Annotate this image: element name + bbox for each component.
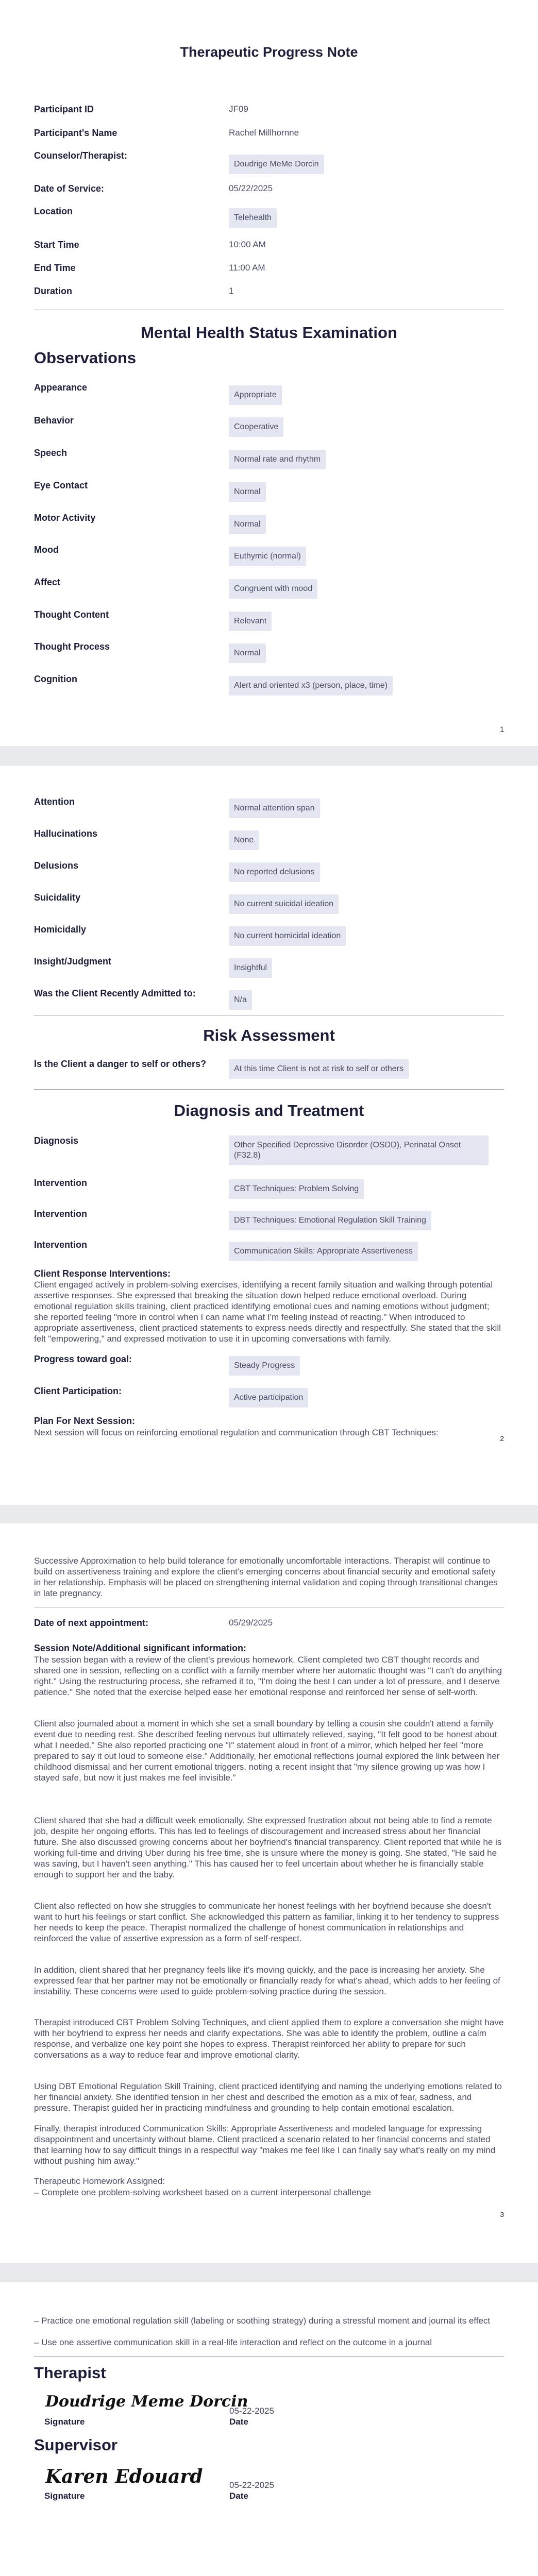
mse-label: Speech [34,448,68,458]
mse-label: Delusions [34,860,79,871]
location-label: Location [34,206,73,216]
duration-value: 1 [229,286,234,296]
progress-label: Progress toward goal: [34,1354,132,1364]
diagnosis-title: Diagnosis and Treatment [174,1101,364,1120]
mse-value: Relevant [229,612,272,631]
supervisor-signature-image: Karen Edouard [45,2466,203,2487]
date-of-service-label: Date of Service: [34,183,105,194]
mse-label: Eye Contact [34,480,88,490]
therapist-signature-label: Signature [44,2417,85,2427]
participant-id-label: Participant ID [34,104,94,114]
participant-name-label: Participant's Name [34,128,117,138]
start-time-value: 10:00 AM [229,240,266,249]
mse-value: Insightful [229,958,272,978]
session-note-paragraph: Client shared that she had a difficult week emotionally. She expressed frustration about not being able to find a remote job, despite her ongoing efforts. This has led to feelings of discouragement and increased stress about her financial future. She also discussed growing concerns about her boyfriend's financial transparency. Client reported that while he is working full-time and driving Uber during his free time, she is unsure where the money is going. She stated, "He said he was saving, but I haven't seen anything." This has caused her to feel uncertain about whether he is financially stable enough to support her and the baby. [34,1816,502,1879]
location-value: Telehealth [229,208,277,228]
session-note-paragraph: In addition, client shared that her pregnancy feels like it's moving quickly, and the pace is increasing her anxiety. She expressed fear that her partner may not be emotionally or financially ready for what's ahead, which adds to her feeling of instability. These concerns were used to guide problem-solving practice during the session. [34,1965,500,1996]
page-gap [0,746,538,766]
mse-value: Normal [229,515,266,534]
supervisor-date-value: 05-22-2025 [229,2480,274,2490]
therapist-signature-image: Doudrige Meme Dorcin [45,2393,248,2411]
therapist-date-label: Date [229,2417,248,2427]
intervention-label: Intervention [34,1240,88,1250]
risk-label: Is the Client a danger to self or others? [34,1059,207,1069]
page-number: 3 [500,2210,504,2218]
mse-value: Alert and oriented x3 (person, place, time) [229,676,393,696]
mse-label: Thought Content [34,609,109,620]
observations-title: Observations [34,349,137,367]
intervention-label: Intervention [34,1178,88,1188]
end-time-label: End Time [34,263,76,273]
therapist-title: Therapist [34,2364,106,2382]
client-response-label: Client Response Interventions: [34,1268,171,1279]
page-gap [0,1505,538,1523]
date-of-service-value: 05/22/2025 [229,183,273,193]
counselor-label: Counselor/Therapist: [34,150,128,161]
mse-value: Euthymic (normal) [229,547,306,566]
mse-label: Homicidally [34,924,87,935]
mse-label: Motor Activity [34,513,96,523]
mse-label: Insight/Judgment [34,956,111,967]
next-appointment-label: Date of next appointment: [34,1618,149,1628]
mse-label: Attention [34,796,75,807]
progress-value: Steady Progress [229,1356,300,1376]
mse-title: Mental Health Status Examination [141,324,397,342]
session-note-paragraph: Therapist introduced CBT Problem Solving Techniques, and client applied them to explore a conversation she might have with her boyfriend to express her needs and clarify expectations. She was able to identify the problem, outline a calm response, and verbalize one key point she hopes to express. Therapist reinforced her ability to prepare for such conversations as a way to reduce fear and improve emotional clarity. [34,2018,504,2060]
plan-continued-text: Successive Approximation to help build tolerance for emotionally uncomfortable interactions. Therapist will continue to build on assertiveness training and explore the client's emerging concerns about financial security and emotional safety in her relationship. Emphasis will be placed on strengthening internal validation and coping through transitional changes in late pregnancy. [34,1556,498,1598]
mse-value: No current homicidal ideation [229,926,346,946]
session-note-paragraph: Finally, therapist introduced Communication Skills: Appropriate Assertiveness and modeled language for expressing disappointment and uncertainty without blame. Client practiced a scenario related to her financial concerns and stated that learning how to say difficult things in a respectful way "makes me feel like I can finally say what's really on my mind without pushing him away." [34,2124,496,2166]
homework-item: – Complete one problem-solving worksheet based on a current interpersonal challenge [34,2188,371,2197]
session-note-paragraph: Using DBT Emotional Regulation Skill Training, client practiced identifying and naming the underlying emotions related to her financial anxiety. She identified tension in her chest and described the emotion as a mix of fear, sadness, and pressure. Therapist guided her in practicing mindfulness and grounding to help contain emotional escalation. [34,2081,502,2113]
mse-value: N/a [229,990,252,1010]
mse-value: No reported delusions [229,862,320,882]
intervention-value: DBT Techniques: Emotional Regulation Skill Training [229,1211,431,1230]
mse-value: Congruent with mood [229,579,317,599]
mse-label: Was the Client Recently Admitted to: [34,988,196,998]
mse-label: Cognition [34,674,77,684]
mse-label: Affect [34,577,61,587]
session-note-paragraph: Client also reflected on how she struggles to communicate her honest feelings with her boyfriend because she doesn't want to hurt his feelings or start conflict. She acknowledged this pattern as familiar, linking it to her tendency to suppress her needs to keep the peace. Therapist normalized the challenge of honest communication in relationships and reinforced the value of assertive expression as a form of self-respect. [34,1901,499,1943]
mse-value: Cooperative [229,417,283,437]
homework-title: Therapeutic Homework Assigned: [34,2176,165,2186]
page-title: Therapeutic Progress Note [180,44,358,60]
mse-label: Appearance [34,382,88,393]
session-note-paragraph: Client also journaled about a moment in which she set a small boundary by telling a cousin she couldn't attend a family event due to needing rest. She described feeling nervous but ultimately relieved, saying, "It felt good to be honest about what I needed." She also reported practicing one "I" statement aloud in front of a mirror, which helped her feel "more prepared to say it out loud to someone else." Additionally, her emotional reflections journal explored the link between her childhood dismissal and her current emotional triggers, noting a recent insight that "my silence growing up was how I stayed safe, but now it just makes me feel invisible." [34,1719,500,1783]
diagnosis-label: Diagnosis [34,1136,79,1146]
homework-item: – Practice one emotional regulation skill (labeling or soothing strategy) during a stressful moment and journal its effect [34,2316,491,2326]
client-response-text: Client engaged actively in problem-solving exercises, identifying a recent family situation and walking through potential assertive responses. She expressed that breaking the situation down helped reduce emotional overload. During emotional regulation skills training, client practiced identifying emotional cues and naming emotions without judgment; she reported feeling "more in control when I can name what I'm feeling instead of reacting." When introduced to appropriate assertiveness, client practiced statements to express needs directly and respectfully. She stated that the skill felt "empowering," and expressed motivation to use it in upcoming conversations with family. [34,1280,501,1344]
mse-value: Normal rate and rhythm [229,450,326,469]
intervention-value: Communication Skills: Appropriate Assertiveness [229,1242,418,1261]
mse-label: Suicidality [34,892,81,903]
start-time-label: Start Time [34,240,79,250]
mse-value: Appropriate [229,385,282,405]
therapist-date-value: 05-22-2025 [229,2406,274,2416]
session-note-label: Session Note/Additional significant information: [34,1643,247,1653]
plan-text: Next session will focus on reinforcing emotional regulation and communication through CBT Techniques: [34,1428,439,1437]
supervisor-title: Supervisor [34,2436,117,2454]
mse-label: Hallucinations [34,828,98,839]
supervisor-date-label: Date [229,2491,248,2501]
participation-label: Client Participation: [34,1386,122,1396]
plan-label: Plan For Next Session: [34,1416,136,1426]
mse-label: Mood [34,545,59,555]
mse-value: No current suicidal ideation [229,894,339,914]
participation-value: Active participation [229,1388,308,1408]
mse-label: Thought Process [34,641,110,652]
counselor-value: Doudrige MeMe Dorcin [229,155,324,174]
participant-name-value: Rachel Millhornne [229,128,299,138]
page-4 [0,2282,538,2576]
duration-label: Duration [34,286,72,296]
end-time-value: 11:00 AM [229,263,265,273]
page-number: 2 [500,1434,504,1443]
page-1 [0,0,538,746]
mse-value: Normal [229,643,266,663]
page-gap [0,2263,538,2282]
intervention-label: Intervention [34,1209,88,1219]
diagnosis-value: Other Specified Depressive Disorder (OSDD), Perinatal Onset (F32.8) [229,1136,489,1165]
divider [34,2356,504,2357]
supervisor-signature-label: Signature [44,2491,85,2501]
page-number: 1 [500,725,504,733]
session-note-paragraph: The session began with a review of the client's previous homework. Client completed two CBT thought records and shared one in session, reflecting on a conflict with a family member where her automatic thought was "I can't do anything right." Using the restructuring process, she reframed it to, "I'm doing the best I can under a lot of pressure, and I deserve patience." She noted that the exercise helped ease her emotional response and reinforced her sense of self-worth. [34,1655,502,1697]
intervention-value: CBT Techniques: Problem Solving [229,1179,364,1199]
risk-value: At this time Client is not at risk to self or others [229,1059,409,1079]
page-3 [0,1523,538,2263]
risk-title: Risk Assessment [203,1026,335,1044]
page-2 [0,766,538,1505]
participant-id-value: JF09 [229,104,248,114]
divider [34,1089,504,1090]
mse-label: Behavior [34,415,74,426]
mse-value: None [229,831,259,850]
homework-item: – Use one assertive communication skill in a real-life interaction and reflect on the outcome in a journal [34,2337,432,2347]
mse-value: Normal attention span [229,799,320,818]
mse-value: Normal [229,482,266,502]
next-appointment-value: 05/29/2025 [229,1618,273,1628]
